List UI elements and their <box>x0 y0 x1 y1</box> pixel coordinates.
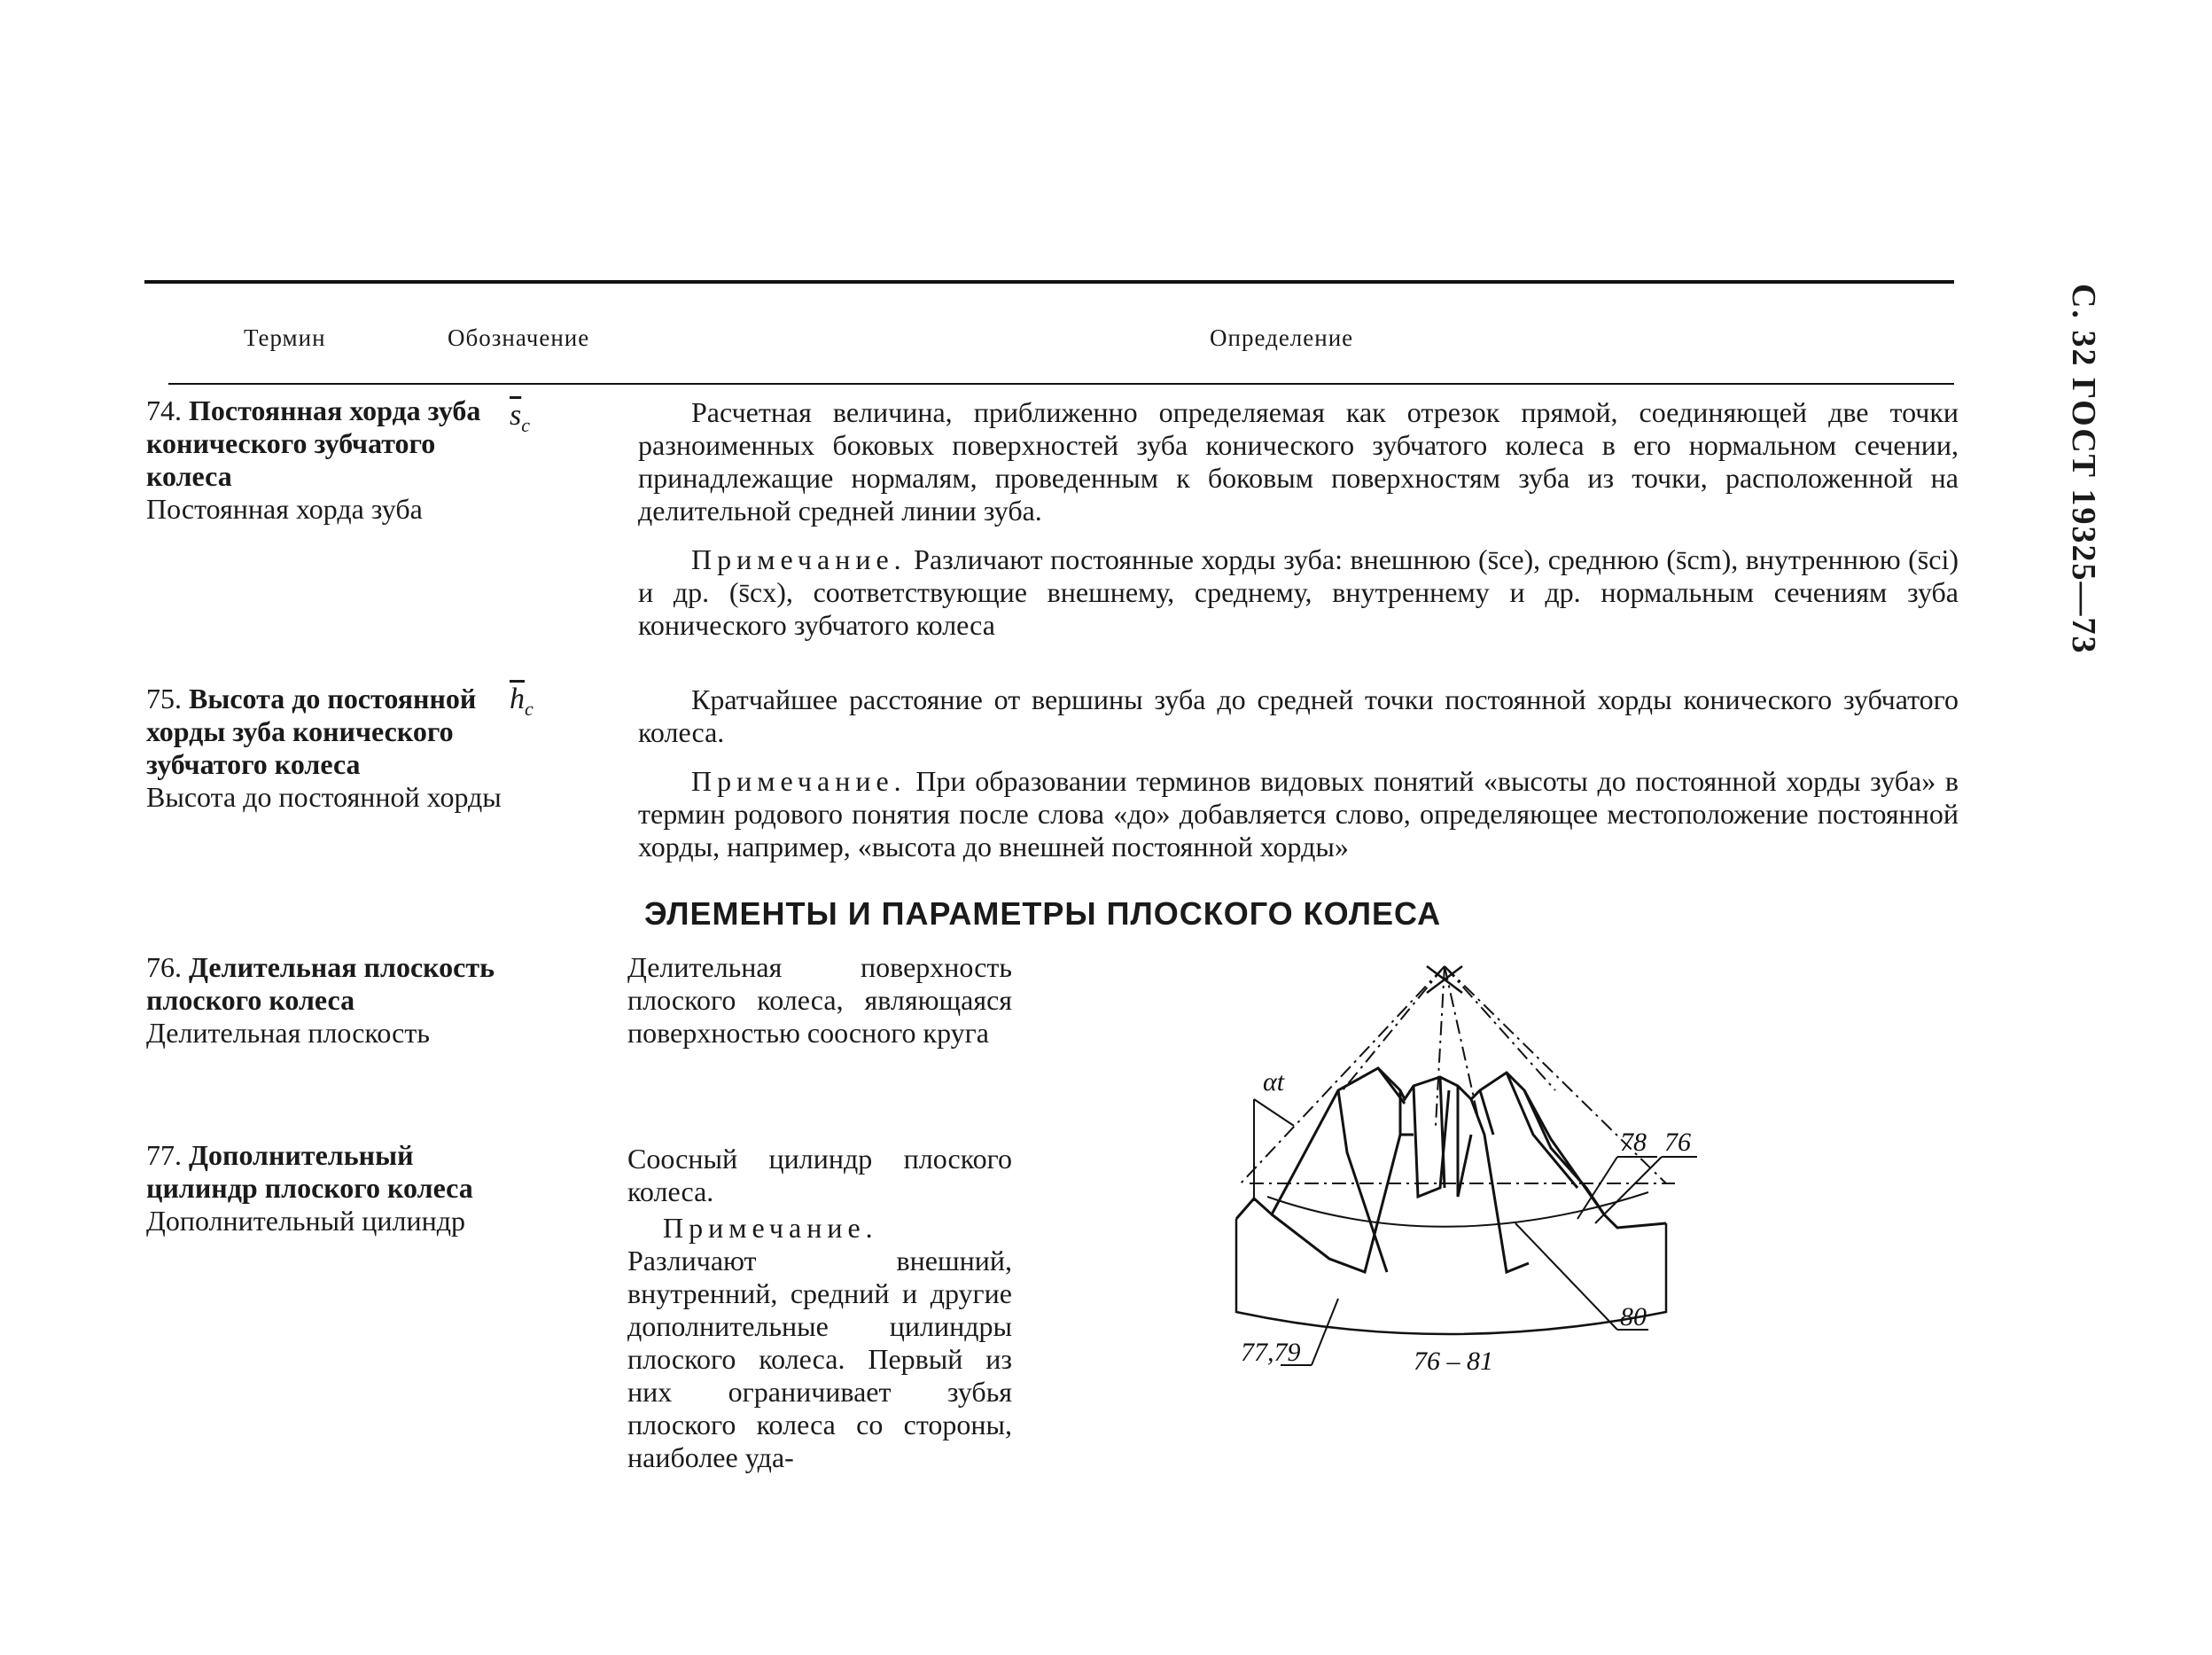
section-title: ЭЛЕМЕНТЫ И ПАРАМЕТРЫ ПЛОСКОГО КОЛЕСА <box>644 895 1442 932</box>
term-75: 75. Высота до постоянной хорды зуба конического зубчатого колеса Высота до постоянной хорды <box>146 683 518 814</box>
term-76-alt: Делительная плоскость <box>146 1017 430 1049</box>
term-75-name: Высота до постоянной хорды зуба конического зубчатого колеса <box>146 683 477 780</box>
term-74-alt: Постоянная хорда зуба <box>146 493 423 525</box>
term-77: 77. Дополнительный цилиндр плоского колеса Дополнительный цилиндр <box>146 1139 518 1237</box>
header-definition: Определение <box>1210 324 1354 351</box>
term-74: 74. Постоянная хорда зуба конического зубчатого колеса Постоянная хорда зуба <box>146 394 518 526</box>
label-80: 80 <box>1620 1302 1647 1331</box>
header-symbol: Обозначение <box>448 324 590 351</box>
note-77: Различают внешний, внутренний, средний и другие дополнительные цилиндры плоского колеса. Первый из них ограничивает зубья плоского колеса со стороны, наиболее уда- <box>627 1245 1012 1473</box>
header-term: Термин <box>244 324 326 351</box>
label-76: 76 <box>1664 1128 1691 1157</box>
note-label-77: Примечание. <box>663 1212 878 1244</box>
definition-77: Соосный цилиндр плоского колеса. Примечание. Различают внешний, внутренний, средний и другие дополнительные цилиндры плоского колеса. Первый из них ограничивает зубья плоского колеса со стороны, наиболее уда- <box>627 1143 1012 1473</box>
label-77-79: 77,79 <box>1241 1338 1301 1367</box>
label-76-81: 76 – 81 <box>1414 1347 1493 1376</box>
note-75: При образовании терминов видовых понятий «высоты до постоянной хорды зуба» в термин родового понятия после слова «до» добавляется слово, определяющее местоположение постоянной хорды, например, «высота до внешней постоянной хорды» <box>638 765 1959 863</box>
header-bottom-rule <box>168 383 1954 385</box>
term-77-alt: Дополнительный цилиндр <box>146 1205 465 1237</box>
term-74-name: Постоянная хорда зуба конического зубчатого колеса <box>146 394 481 492</box>
label-78: 78 <box>1620 1128 1647 1157</box>
table-top-rule <box>144 280 1954 284</box>
symbol-75: $\overline{h}_c$ <box>510 683 534 720</box>
note-label-74: Примечание. <box>691 543 907 575</box>
term-75-alt: Высота до постоянной хорды <box>146 781 502 813</box>
label-alpha: αt <box>1263 1067 1285 1097</box>
term-76: 76. Делительная плоскость плоского колеса Делительная плоскость <box>146 951 518 1050</box>
symbol-74: $\overline{s}_c$ <box>510 399 530 436</box>
note-74: Различают постоянные хорды зуба: внешнюю (s̄ce), среднюю (s̄cm), внутреннюю (s̄ci) и др. (s̄cx), соответствующие внешнему, среднему, внутреннему и др. нормальным сечениям зуба конического зубчатого колеса <box>638 543 1959 641</box>
term-76-name: Делительная плоскость плоского колеса <box>146 951 495 1016</box>
term-77-name: Дополнительный цилиндр плоского колеса <box>146 1139 473 1204</box>
page-number: С. 32 ГОСТ 19325—73 <box>2065 284 2102 655</box>
gear-diagram <box>1214 957 1710 1418</box>
definition-74: Расчетная величина, приближенно определяемая как отрезок прямой, соединяющей две точки разноименных боковых поверхностей зуба конического зубчатого колеса в его нормальном сечении, принадлежащие нормалям, проведенным к боковым поверхностям зуба из точки, расположенной на делительной средней линии зуба. Примечание. Различают постоянные хорды зуба: внешнюю (s̄ce), среднюю (s̄cm), внутреннюю (s̄ci) и др. (s̄cx), соответствующие внешнему, среднему, внутреннему и др. нормальным сечениям зуба конического зубчатого колеса <box>638 396 1959 641</box>
teeth <box>1236 1068 1666 1272</box>
note-label-75: Примечание. <box>691 765 907 797</box>
definition-75: Кратчайшее расстояние от вершины зуба до средней точки постоянной хорды конического зубчатого колеса. Примечание. При образовании терминов видовых понятий «высоты до постоянной хорды зуба» в термин родового понятия после слова «до» добавляется слово, определяющее местоположение постоянной хорды, например, «высота до внешней постоянной хорды» <box>638 683 1959 863</box>
definition-76: Делительная поверхность плоского колеса, являющаяся поверхностью соосного круга <box>627 951 1012 1049</box>
